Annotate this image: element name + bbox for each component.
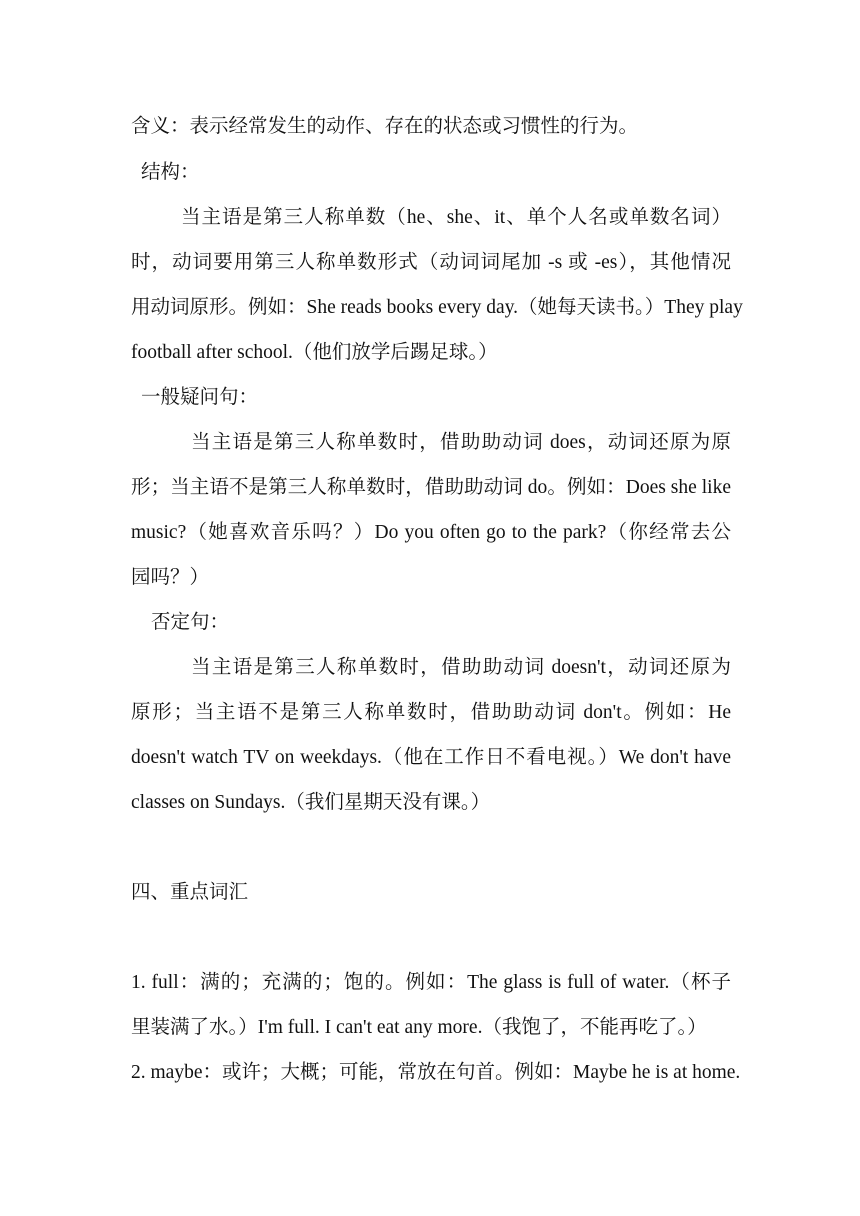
section-heading-vocabulary: 四、重点词汇: [131, 882, 249, 903]
text-line: classes on Sundays.（我们星期天没有课。）: [131, 792, 491, 813]
text-line: music?（她喜欢音乐吗？）Do you often go to the park?（你经常去公: [131, 522, 731, 543]
text-line: 园吗？）: [131, 567, 210, 588]
heading-structure: 结构：: [141, 162, 200, 183]
text-line: 当主语是第三人称单数时，借助助动词 doesn't，动词还原为: [191, 657, 731, 678]
heading-question: 一般疑问句：: [141, 387, 259, 408]
text-line: 原形；当主语不是第三人称单数时，借助助动词 don't。例如：He: [131, 702, 731, 723]
text-line: 当主语是第三人称单数（he、she、it、单个人名或单数名词）: [181, 207, 731, 228]
text-line: 1. full：满的；充满的；饱的。例如：The glass is full of water.（杯子: [131, 972, 731, 993]
heading-negative: 否定句：: [151, 612, 230, 633]
text-line: football after school.（他们放学后踢足球。）: [131, 342, 498, 363]
text-line: doesn't watch TV on weekdays.（他在工作日不看电视。）We don't have: [131, 747, 731, 768]
text-line: 2. maybe：或许；大概；可能，常放在句首。例如：Maybe he is at home.: [131, 1062, 741, 1083]
text-line: 用动词原形。例如：She reads books every day.（她每天读书。）They play: [131, 297, 743, 318]
text-line-meaning: 含义：表示经常发生的动作、存在的状态或习惯性的行为。: [131, 116, 639, 137]
text-line: 形；当主语不是第三人称单数时，借助助动词 do。例如：Does she like: [131, 477, 731, 498]
text-line: 里装满了水。）I'm full. I can't eat any more.（我饱了，不能再吃了。）: [131, 1017, 707, 1038]
text-line: 时，动词要用第三人称单数形式（动词词尾加 -s 或 -es），其他情况: [131, 252, 731, 273]
text-line: 当主语是第三人称单数时，借助助动词 does，动词还原为原: [191, 432, 731, 453]
